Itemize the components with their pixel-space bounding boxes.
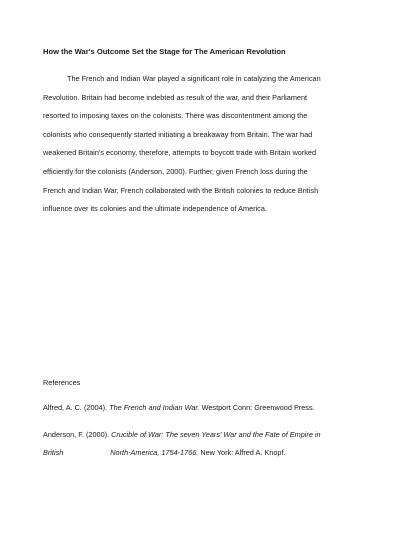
paragraph-line: weakened Britain's economy, therefore, attempts to boycott trade with Britain worked [43,148,316,158]
paragraph-line: influence over its colonies and the ultimate independence of America. [43,204,267,214]
references-heading: References [43,378,81,387]
reference-title: Crucible of War: The seven Years' War and the Fate of Empire in [111,430,321,439]
reference-author: Anderson, F. (2000). [43,430,110,439]
paragraph-line: efficiently for the colonists (Anderson, 2000). Further, given French loss during the [43,166,308,176]
reference-entry-anderson-continued [43,448,286,458]
essay-heading: How the War's Outcome Set the Stage for The American Revolution [43,47,286,56]
reference-author: Alfred, A. C. (2004). [43,403,108,412]
paragraph-line: The French and Indian War played a significant role in catalyzing the American [67,74,321,83]
paragraph-line: Revolution. Britain had become indebted as result of the war, and their Parliament [43,92,308,102]
reference-title: The French and Indian War. [109,403,200,412]
paragraph-line: French and Indian War, French collaborated with the British colonies to reduce British [43,185,319,195]
reference-publisher: New York: Alfred A. Knopf. [200,448,286,457]
paragraph-line: resorted to imposing taxes on the colonists. There was discontentment among the [43,111,308,121]
paragraph-line: colonists who consequently started initiating a breakaway from Britain. The war had [43,129,313,139]
reference-title-continued: North-America, 1754-1766. [110,448,199,457]
reference-title-continued: British [43,448,64,457]
reference-publisher: Westport Conn: Greenwood Press. [201,403,315,412]
essay-paragraph [43,70,363,219]
reference-entry-anderson [43,430,321,440]
reference-entry-alfred [43,403,315,413]
